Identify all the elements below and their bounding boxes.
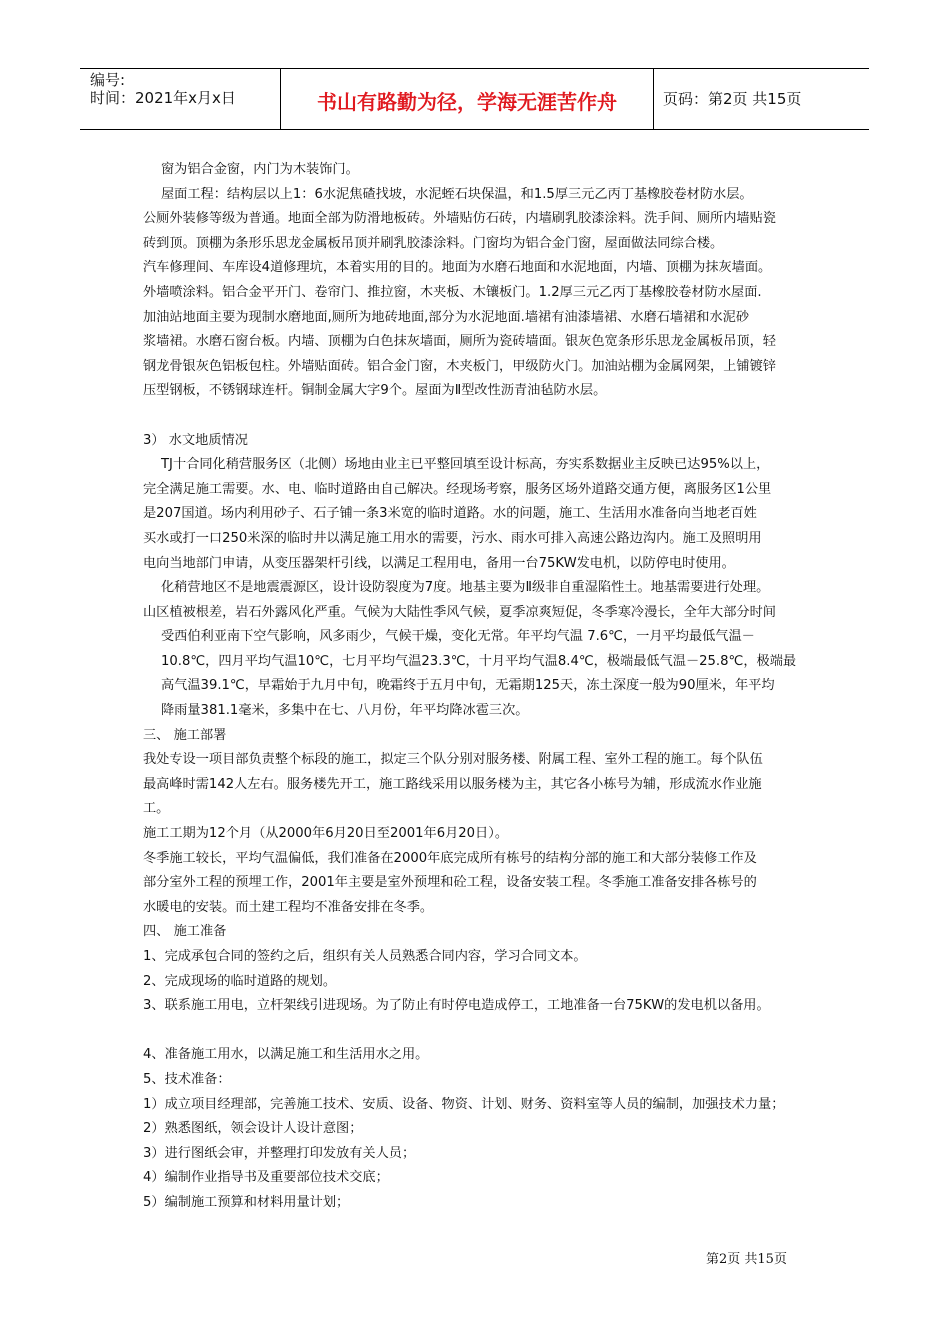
body-line: 5、技术准备： — [143, 1071, 231, 1087]
body-line: 买水或打一口250米深的临时井以满足施工用水的需要，污水、雨水可排入高速公路边沟内。施工及照明用 — [143, 530, 762, 546]
body-line: 冬季施工较长，平均气温偏低，我们准备在2000年底完成所有栋号的结构分部的施工和大部分装修工作及 — [143, 850, 757, 866]
body-line: 5）编制施工预算和材料用量计划； — [143, 1194, 350, 1210]
body-line: 4、准备施工用水，以满足施工和生活用水之用。 — [143, 1047, 429, 1063]
body-line: 钢龙骨银灰色铝板包柱。外墙贴面砖。铝合金门窗，木夹板门，甲级防火门。加油站棚为金属网架，上铺镀锌 — [143, 358, 776, 374]
header-motto: 书山有路勤为径，学海无涯苦作舟 — [317, 90, 617, 114]
body-line: 3）进行图纸会审，并整理打印发放有关人员； — [143, 1145, 416, 1161]
body-line: 是207国道。场内利用砂子、石子铺一条3米宽的临时道路。水的问题，施工、生活用水准备向当地老百姓 — [143, 506, 757, 522]
body-line: 施工工期为12个月（从2000年6月20日至2001年6月20日）。 — [143, 826, 509, 842]
body-line — [143, 1019, 823, 1044]
body-line: 电向当地部门申请，从变压器架杆引线，以满足工程用电，备用一台75KW发电机，以防停电时使用。 — [143, 555, 735, 571]
body-line: 屋面工程：结构层以上1：6水泥焦碴找坡，水泥蛭石块保温，和1.5厚三元乙丙丁基橡胶卷材防水层。 — [161, 186, 753, 202]
body-line: 2）熟悉图纸，领会设计人设计意图； — [143, 1121, 363, 1137]
body-line: 公厕外装修等级为普通。地面全部为防滑地板砖。外墙贴仿石砖，内墙刷乳胶漆涂料。洗手间、厕所内墙贴瓷 — [143, 211, 776, 227]
body-line: 外墙喷涂料。铝合金平开门、卷帘门、推拉窗，木夹板、木镶板门。1.2厚三元乙丙丁基橡胶卷材防水屋面. — [143, 284, 762, 300]
body-line: 砖到顶。顶棚为条形乐思龙金属板吊顶并刷乳胶漆涂料。门窗均为铝合金门窗，屋面做法同综合楼。 — [143, 235, 724, 251]
body-line: TJ十合同化稍营服务区（北侧）场地由业主已平整回填至设计标高，夯实系数据业主反映已达95%以上， — [161, 457, 770, 473]
document-number-label: 编号: — [90, 71, 126, 89]
body-line: 2、完成现场的临时道路的规划。 — [143, 973, 337, 989]
body-line: 最高峰时需142人左右。服务楼先开工，施工路线采用以服务楼为主，其它各小栋号为辅，形成流水作业施 — [143, 776, 762, 792]
body-line: 1）成立项目经理部，完善施工技术、安质、设备、物资、计划、财务、资料室等人员的编制，加强技术力量； — [143, 1096, 785, 1112]
body-line: 完全满足施工需要。水、电、临时道路由自己解决。经现场考察，服务区场外道路交通方便，离服务区1公里 — [143, 481, 772, 497]
document-date-label: 时间：2021年x月x日 — [90, 89, 236, 107]
body-line: 山区植被根差，岩石外露风化严重。气候为大陆性季风气候，夏季凉爽短促，冬季寒冷漫长，全年大部分时间 — [143, 604, 776, 620]
body-line: 窗为铝合金窗，内门为木装饰门。 — [161, 162, 359, 177]
body-line: 4）编制作业指导书及重要部位技术交底； — [143, 1170, 389, 1186]
body-line: 汽车修理间、车库设4道修理坑，本着实用的目的。地面为水磨石地面和水泥地面，内墙、顶棚为抹灰墙面。 — [143, 260, 772, 276]
body-line: 3） 水文地质情况 — [143, 432, 248, 448]
body-line — [143, 404, 823, 429]
body-line: 工。 — [143, 801, 170, 817]
document-header — [80, 68, 869, 130]
body-line: 降雨量381.1毫米，多集中在七、八月份，年平均降冰雹三次。 — [161, 703, 529, 719]
body-line: 10.8℃，四月平均气温10℃，七月平均气温23.3℃，十月平均气温8.4℃，极端最低气温－25.8℃，极端最 — [161, 653, 797, 669]
header-motto-cell — [280, 69, 654, 129]
body-line: 受西伯利亚南下空气影响，风多雨少，气候干燥，变化无常。年平均气温 7.6℃，一月平均最低气温－ — [161, 629, 755, 645]
page-footer-number: 第2页 共15页 — [706, 1252, 787, 1267]
body-line: 1、完成承包合同的签约之后，组织有关人员熟悉合同内容，学习合同文本。 — [143, 949, 587, 964]
header-page-code: 页码：第2页 共15页 — [663, 90, 802, 108]
document-body — [143, 158, 823, 1216]
body-line: 压型钢板，不锈钢球连杆。铜制金属大字9个。屋面为Ⅱ型改性沥青油毡防水层。 — [143, 383, 607, 399]
header-info-cell — [80, 69, 280, 129]
body-line: 化稍营地区不是地震震源区，设计设防裂度为7度。地基主要为Ⅱ级非自重湿陷性土。地基需要进行处理。 — [161, 580, 770, 596]
body-line: 水暖电的安装。而土建工程均不准备安排在冬季。 — [143, 899, 434, 915]
body-line: 我处专设一项目部负责整个标段的施工，拟定三个队分别对服务楼、附属工程、室外工程的施工。每个队伍 — [143, 752, 763, 768]
body-line: 3、联系施工用电，立杆架线引进现场。为了防止有时停电造成停工，工地准备一台75KW的发电机以备用。 — [143, 998, 770, 1014]
body-line: 四、 施工准备 — [143, 924, 227, 940]
body-line: 浆墙裙。水磨石窗台板。内墙、顶棚为白色抹灰墙面，厕所为瓷砖墙面。银灰色宽条形乐思龙金属板吊顶，轻 — [143, 334, 776, 350]
body-line: 三、 施工部署 — [143, 727, 227, 743]
body-line: 高气温39.1℃，早霜始于九月中旬，晚霜终于五月中旬，无霜期125天，冻土深度一般为90厘米，年平均 — [161, 678, 775, 694]
body-line: 部分室外工程的预埋工作，2001年主要是室外预埋和砼工程，设备安装工程。冬季施工准备安排各栋号的 — [143, 875, 757, 891]
body-line: 加油站地面主要为现制水磨地面,厕所为地砖地面,部分为水泥地面.墙裙有油漆墙裙、水磨石墙裙和水泥砂 — [143, 309, 750, 325]
header-page-cell — [653, 69, 869, 129]
